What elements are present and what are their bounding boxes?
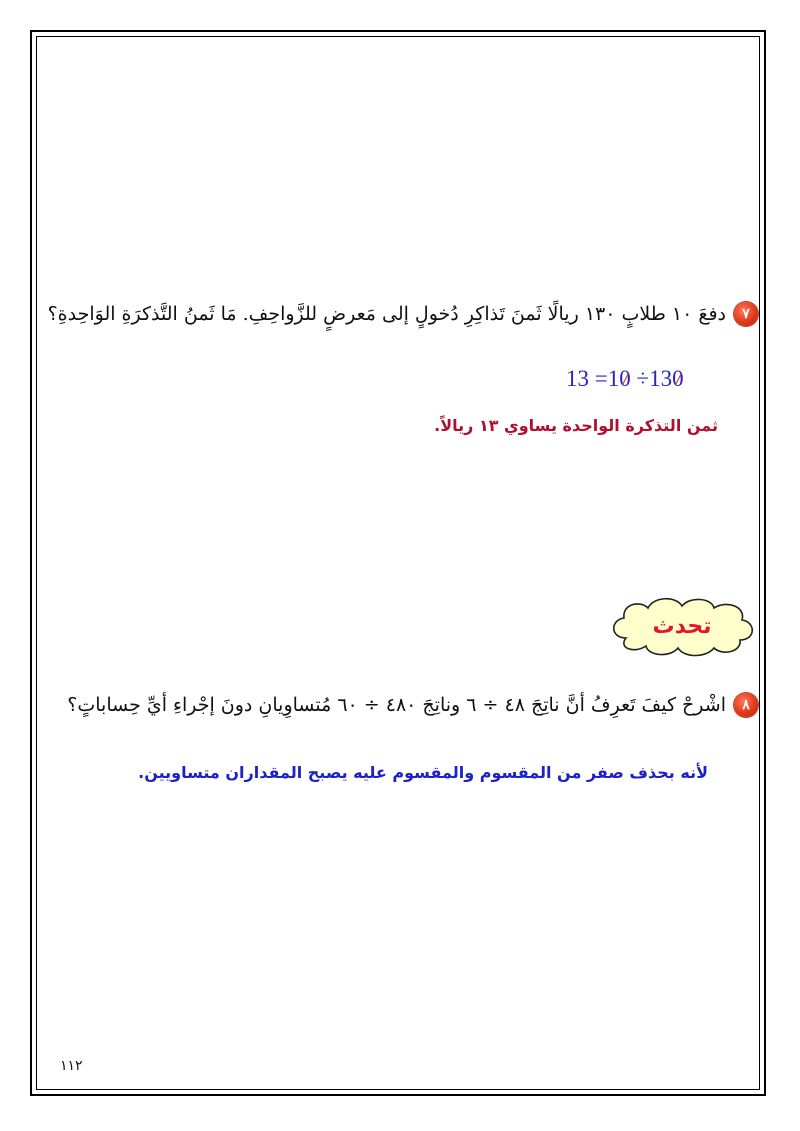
- division-equation: [566, 366, 684, 392]
- page-number: ١١٢: [60, 1058, 83, 1074]
- section-heading: تحدث: [652, 613, 712, 639]
- equation-divide-sign: ÷: [636, 366, 650, 391]
- struck-zero-divisor: 0: [619, 366, 631, 391]
- question-7: [48, 302, 758, 326]
- question-number-badge: ٧: [734, 302, 758, 326]
- equation-equals: =: [594, 366, 608, 391]
- question-number-badge: ٨: [734, 693, 758, 717]
- equation-dividend: 13: [649, 366, 673, 391]
- question-text: دفعَ ١٠ طلابٍ ١٣٠ ريالًا ثَمنَ تَذاكِرِ دُخولٍ إلى مَعرضٍ للزَّواحِفِ. مَا ثَمنُ التَّذكرَةِ الوَاحِدةِ؟: [47, 303, 726, 325]
- equation-result: 13: [566, 366, 589, 391]
- question-8: [67, 693, 758, 717]
- equation-divisor: 1: [607, 366, 620, 391]
- answer-8: لأنه بحذف صفر من المقسوم والمقسوم عليه يصبح المقداران متساويين.: [138, 763, 708, 782]
- page-border-inner: [36, 36, 760, 1090]
- question-text: اشْرحْ كيفَ تَعرِفُ أنَّ ناتِجَ ٤٨ ÷ ٦ وناتِجَ ٤٨٠ ÷ ٦٠ مُتساوِيانِ دونَ إجْراءِ أيِّ حِساباتٍ؟: [67, 694, 726, 716]
- section-cloud: [606, 594, 758, 658]
- struck-zero-dividend: 0: [672, 366, 684, 391]
- answer-7: ثمن التذكرة الواحدة يساوي ١٣ ريالاً.: [434, 416, 718, 435]
